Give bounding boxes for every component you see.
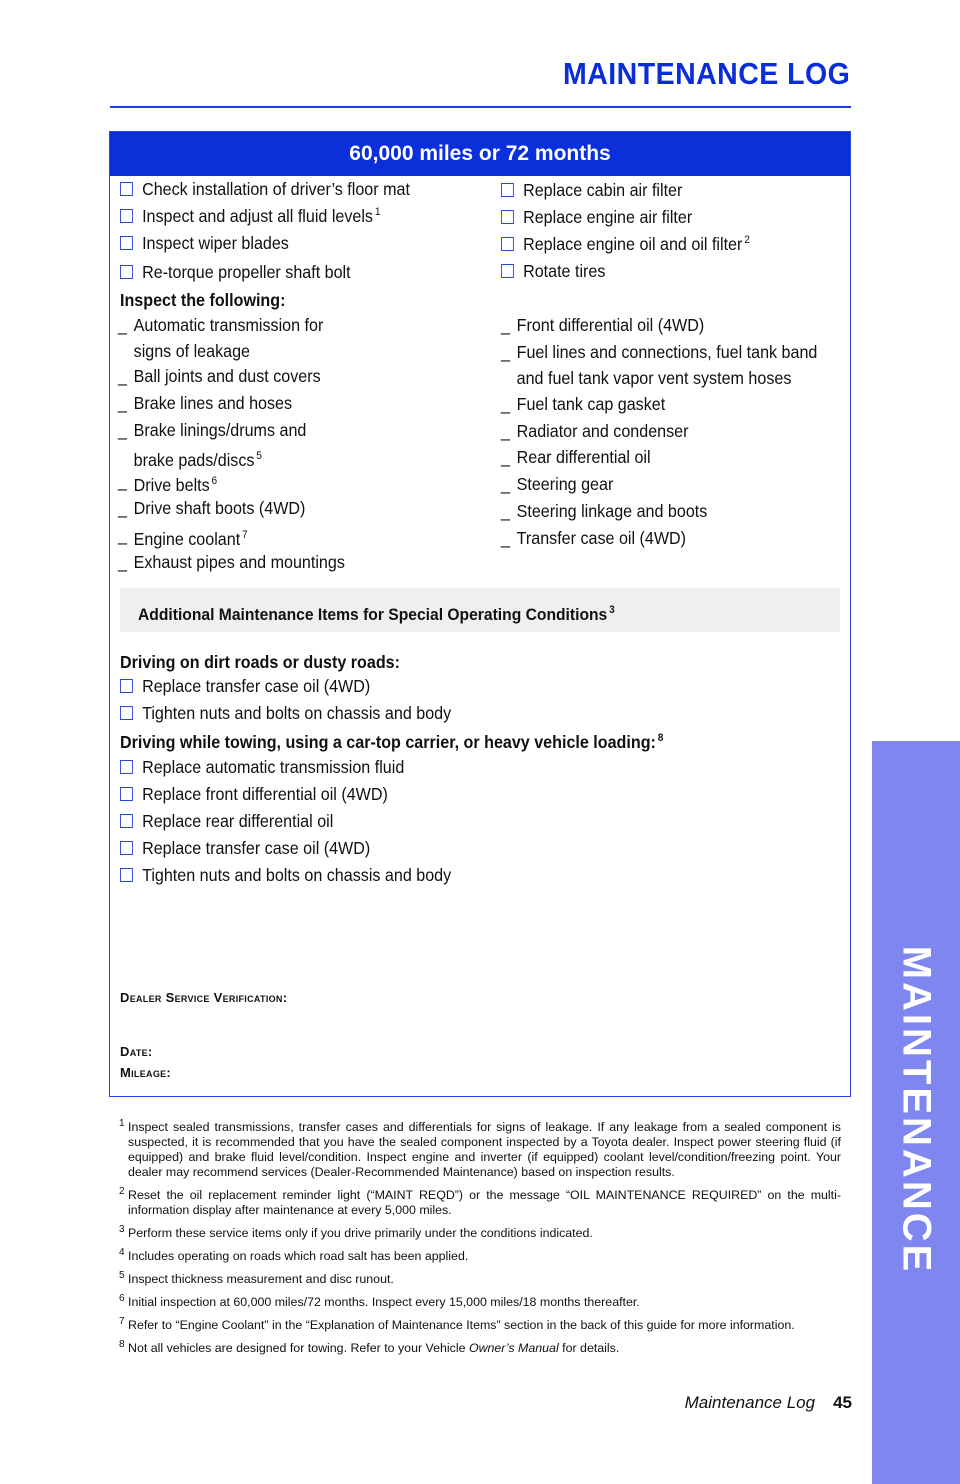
footnote-ref: 1 (374, 206, 381, 218)
checkbox[interactable] (120, 787, 133, 801)
checkbox[interactable] (120, 236, 133, 250)
special-conditions-heading: Additional Maintenance Items for Special Operating Conditions $^3$ (120, 588, 840, 632)
checklist-item[interactable]: Replace rear differential oil (120, 811, 333, 832)
interval-header: 60,000 miles or 72 months (110, 132, 850, 176)
checkbox[interactable] (120, 841, 133, 855)
inspect-item: _ Front differential oil (4WD) (501, 315, 705, 335)
footnote: 4 Includes operating on roads which road salt has been applied. (119, 1247, 469, 1263)
footnote-ref: 8 (657, 732, 664, 744)
inspect-item: _ Transfer case oil (4WD) (501, 528, 687, 548)
inspect-item: _ Steering gear (501, 474, 614, 494)
inspect-item: _ Drive belts $^6$ (118, 471, 218, 495)
footnote: 1 Inspect sealed transmissions, transfer cases and differentials for signs of leakage. If any leakage from a sealed component is suspected, it is recommended that you have the sealed component inspected by a Toyota dealer. Inspect power steering fluid (if equipped) and brake fluid level/condition. Inspect engine and inverter (if equipped) coolant level/condition/freezing point. Your dealer may recommend services (Dealer-Recommended Maintenance) based on inspection results. (119, 1118, 841, 1179)
checkbox[interactable] (120, 868, 133, 882)
checklist-item[interactable]: Inspect and adjust all fluid levels $^1$ (120, 206, 380, 227)
checkbox[interactable] (120, 760, 133, 774)
inspect-item: _ Engine coolant $^7$ (118, 525, 248, 549)
checklist-item[interactable]: Replace transfer case oil (4WD) (120, 676, 370, 697)
inspect-item: _ Exhaust pipes and mountings (118, 552, 345, 572)
inspect-item: _ Drive shaft boots (4WD) (118, 498, 306, 518)
footnotes (119, 1120, 841, 1364)
footnote-ref: 5 (256, 450, 262, 462)
footnote: 2 Reset the oil replacement reminder light (“MAINT REQD”) or the message “OIL MAINTENANCE REQUIRED” on the multi-information display after maintenance at every 5,000 miles. (119, 1186, 841, 1217)
checklist-item[interactable]: Re-torque propeller shaft bolt (120, 262, 351, 283)
checkbox[interactable] (501, 183, 514, 197)
checklist-item[interactable]: Replace transfer case oil (4WD) (120, 838, 370, 859)
inspect-heading: Inspect the following: (120, 290, 286, 310)
footnote-ref: 3 (609, 604, 615, 616)
footnote: 7 Refer to “Engine Coolant” in the “Explanation of Maintenance Items” section in the back of this guide for more information. (119, 1316, 795, 1332)
footnote: 6 Initial inspection at 60,000 miles/72 months. Inspect every 15,000 miles/18 months thereafter. (119, 1293, 640, 1309)
checkbox[interactable] (501, 264, 514, 278)
checkbox[interactable] (120, 265, 133, 279)
footnote-ref: 7 (242, 529, 248, 541)
inspect-item: _ Brake linings/drums and brake pads/discs $^5$ (118, 420, 307, 470)
mileage-label: Mileage: (120, 1065, 172, 1080)
inspect-item: _ Brake lines and hoses (118, 393, 293, 413)
checklist-item[interactable]: Tighten nuts and bolts on chassis and body (120, 865, 451, 886)
inspect-item: _ Automatic transmission for signs of leakage (118, 315, 324, 361)
checklist-item[interactable]: Replace automatic transmission fluid (120, 757, 404, 778)
title-divider (110, 106, 851, 108)
footnote-ref: 2 (744, 234, 750, 246)
checkbox[interactable] (120, 679, 133, 693)
dirt-roads-heading: Driving on dirt roads or dusty roads: (120, 652, 400, 672)
maintenance-log-box (109, 131, 851, 1097)
checkbox[interactable] (120, 706, 133, 720)
inspect-item: _ Ball joints and dust covers (118, 366, 321, 386)
checklist-item[interactable]: Replace engine air filter (501, 207, 692, 228)
towing-heading: Driving while towing, using a car-top carrier, or heavy vehicle loading: $^8$ (120, 732, 664, 752)
inspect-item: _ Rear differential oil (501, 447, 651, 467)
date-label: Date: (120, 1044, 153, 1059)
inspect-item: _ Fuel tank cap gasket (501, 394, 666, 414)
footnote: 3 Perform these service items only if you drive primarily under the conditions indicated. (119, 1224, 593, 1240)
page-footer (685, 1393, 852, 1413)
inspect-item: _ Steering linkage and boots (501, 501, 708, 521)
checklist-item[interactable]: Check installation of driver’s floor mat (120, 179, 410, 200)
checklist-item[interactable]: Replace engine oil and oil filter $^2$ (501, 234, 750, 255)
footer-section-label: Maintenance Log (684, 1393, 816, 1412)
checkbox[interactable] (120, 814, 133, 828)
inspect-item: _ Radiator and condenser (501, 421, 689, 441)
section-side-label: MAINTENANCE (894, 945, 939, 1275)
checkbox[interactable] (120, 182, 133, 196)
checkbox[interactable] (501, 210, 514, 224)
dealer-verification-label: Dealer Service Verification: (120, 990, 288, 1005)
checklist-item[interactable]: Rotate tires (501, 261, 605, 282)
checklist-item[interactable]: Inspect wiper blades (120, 233, 289, 254)
checklist-item[interactable]: Replace cabin air filter (501, 180, 682, 201)
checkbox[interactable] (120, 209, 133, 223)
page-title: MAINTENANCE LOG (562, 56, 850, 91)
checkbox[interactable] (501, 237, 514, 251)
checklist-item[interactable]: Replace front differential oil (4WD) (120, 784, 388, 805)
footnote: 5 Inspect thickness measurement and disc runout. (119, 1270, 394, 1286)
footnote: 8 Not all vehicles are designed for towing. Refer to your Vehicle Owner’s Manual for details. (119, 1339, 620, 1355)
page-number: 45 (833, 1393, 852, 1412)
checklist-item[interactable]: Tighten nuts and bolts on chassis and body (120, 703, 451, 724)
inspect-item: _ Fuel lines and connections, fuel tank band and fuel tank vapor vent system hoses (501, 342, 818, 388)
footnote-ref: 6 (211, 475, 218, 487)
